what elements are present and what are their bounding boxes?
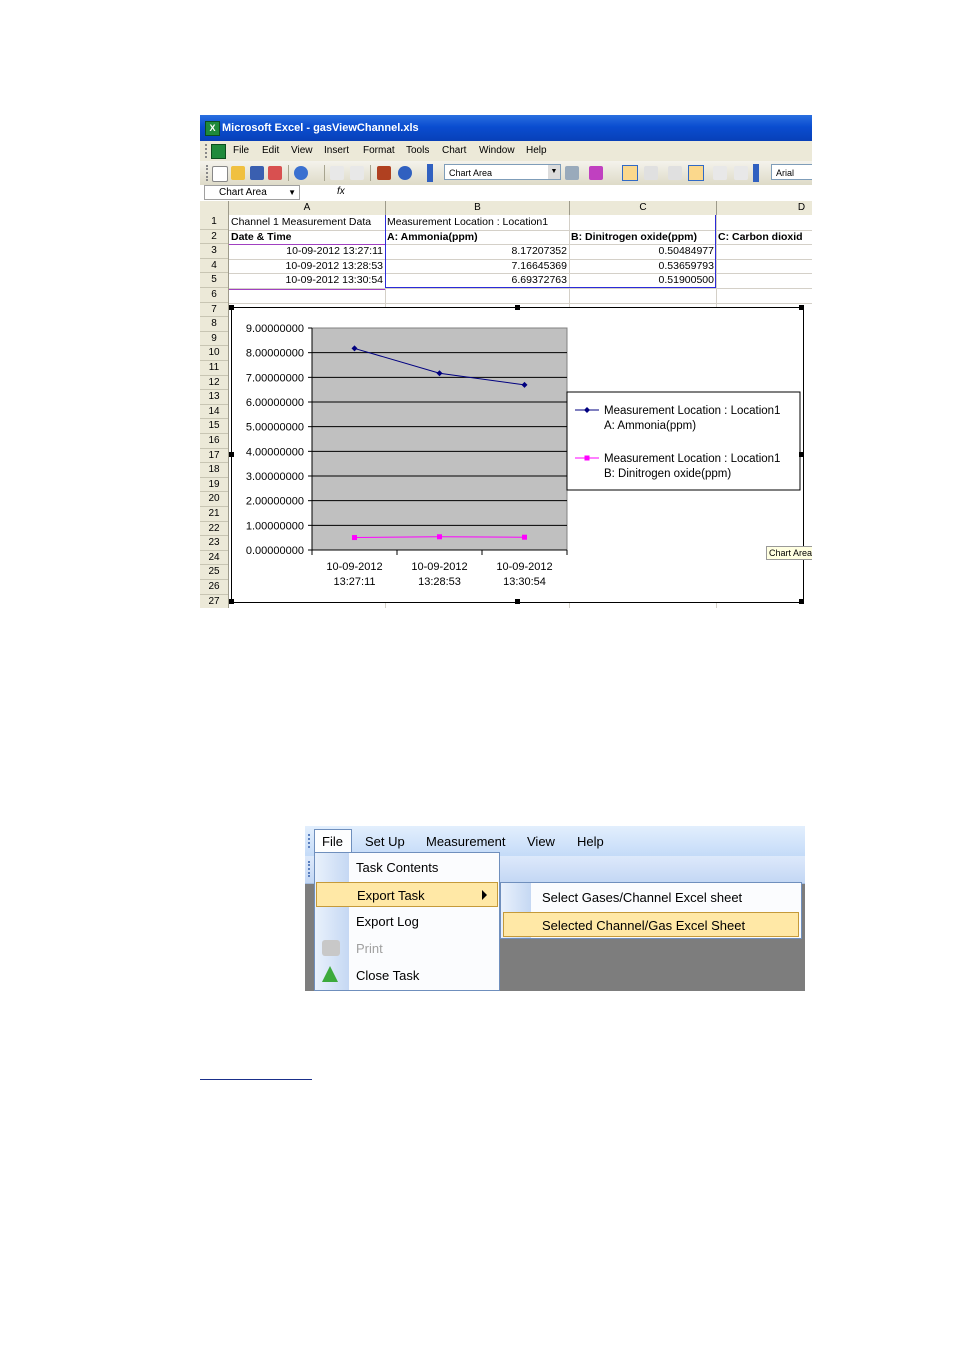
row-header-4[interactable]: 4 (200, 259, 228, 274)
fx-icon[interactable]: fx (337, 186, 345, 197)
legend-label: Measurement Location : Location1 (604, 453, 781, 465)
menu-tools[interactable]: Tools (406, 145, 430, 156)
menu-format[interactable]: Format (363, 145, 395, 156)
row-header-9[interactable]: 9 (200, 332, 228, 347)
menu-view[interactable]: View (291, 145, 313, 156)
column-header-c[interactable]: C (570, 201, 717, 215)
menu-item-print (315, 936, 499, 961)
chart-handle-mr[interactable] (799, 452, 804, 457)
legend-label: A: Ammonia(ppm) (604, 420, 697, 432)
chart-handle-bc[interactable] (515, 599, 520, 604)
column-header-d[interactable]: D (717, 201, 812, 215)
row-header-25[interactable]: 25 (200, 565, 228, 580)
y-tick-label: 2.00000000 (245, 495, 304, 508)
data-point (352, 535, 357, 540)
angle-text-up-icon[interactable] (734, 166, 748, 180)
y-tick-label: 5.00000000 (245, 421, 304, 434)
save-icon[interactable] (250, 166, 264, 180)
angle-text-down-icon[interactable] (713, 166, 727, 180)
menu-grip-icon (308, 834, 312, 848)
row-header-26[interactable]: 26 (200, 580, 228, 595)
menu-item-label: Close Task (356, 968, 420, 983)
chart-handle-tr[interactable] (799, 305, 804, 310)
cell-a1[interactable]: Channel 1 Measurement Data (231, 216, 372, 228)
submenu-arrow-icon (482, 890, 487, 900)
row-header-19[interactable]: 19 (200, 478, 228, 493)
chart-handle-br[interactable] (799, 599, 804, 604)
chart-type-icon[interactable] (589, 166, 603, 180)
help-icon[interactable] (398, 166, 412, 180)
embedded-chart[interactable] (231, 307, 804, 603)
cell-c5[interactable]: 0.51900500 (658, 274, 714, 286)
close-task-icon (322, 966, 338, 982)
menu-item-export-log[interactable] (315, 909, 499, 934)
menu-item-task-contents[interactable] (315, 855, 499, 880)
chevron-down-icon[interactable]: ▼ (548, 165, 560, 179)
cell-b5[interactable]: 6.69372763 (511, 274, 567, 286)
row-header-27[interactable]: 27 (200, 595, 228, 608)
row-header-20[interactable]: 20 (200, 492, 228, 507)
y-tick-label: 7.00000000 (245, 372, 304, 385)
row-header-24[interactable]: 24 (200, 551, 228, 566)
chart-handle-bl[interactable] (229, 599, 234, 604)
x-tick-label: 10-09-2012 (326, 561, 383, 573)
excel-toolbar (200, 161, 812, 186)
row-header-10[interactable]: 10 (200, 346, 228, 361)
menu-item-label: Export Task (357, 888, 425, 903)
workbook-icon[interactable] (211, 144, 226, 159)
select-all-corner[interactable] (200, 201, 229, 215)
cell-a4[interactable]: 10-09-2012 13:28:53 (285, 260, 383, 272)
menu-window[interactable]: Window (479, 145, 515, 156)
chart-svg (232, 308, 803, 602)
excel-window (200, 115, 812, 608)
sort-descending-icon[interactable] (350, 166, 364, 180)
submenu-item-label: Selected Channel/Gas Excel Sheet (542, 918, 746, 933)
y-tick-label: 1.00000000 (245, 520, 304, 533)
row-header-23[interactable]: 23 (200, 536, 228, 551)
font-combo[interactable] (771, 164, 812, 180)
cell-b2[interactable]: A: Ammonia(ppm) (387, 231, 478, 243)
print-preview-icon[interactable] (268, 166, 282, 180)
menu-item-label: Export Log (356, 914, 419, 929)
chevron-down-icon[interactable]: ▼ (288, 188, 296, 197)
link-underline[interactable] (200, 1079, 312, 1080)
chart-objects-combo[interactable] (444, 164, 561, 180)
format-chart-area-icon[interactable] (565, 166, 579, 180)
chart-wizard-icon[interactable] (377, 166, 391, 180)
x-tick-label: 10-09-2012 (496, 561, 553, 573)
formula-bar (200, 185, 812, 202)
app-window (305, 826, 805, 991)
cell-b3[interactable]: 8.17207352 (511, 245, 567, 257)
row-header-12[interactable]: 12 (200, 376, 228, 391)
cell-c2[interactable]: B: Dinitrogen oxide(ppm) (571, 231, 697, 243)
row-header-8[interactable]: 8 (200, 317, 228, 332)
file-dropdown (314, 852, 500, 991)
submenu-item-selected-channel[interactable] (503, 912, 799, 937)
menu-help[interactable]: Help (577, 834, 604, 849)
y-tick-label: 9.00000000 (245, 323, 304, 335)
font-value: Arial (776, 168, 795, 178)
data-point (437, 534, 442, 539)
chart-objects-value: Chart Area (449, 168, 493, 178)
cell-b1[interactable]: Measurement Location : Location1 (387, 216, 549, 228)
cell-d2[interactable]: C: Carbon dioxid (718, 231, 803, 243)
menu-help[interactable]: Help (526, 145, 547, 156)
menu-item-label: Print (356, 941, 383, 956)
legend-label: Measurement Location : Location1 (604, 405, 781, 417)
undo-icon[interactable] (294, 166, 308, 180)
menu-file[interactable]: File (322, 834, 343, 849)
name-box[interactable] (204, 185, 300, 200)
y-tick-label: 0.00000000 (245, 545, 304, 557)
excel-menu-bar (200, 141, 812, 161)
menu-chart[interactable]: Chart (442, 145, 467, 156)
row-header-16[interactable]: 16 (200, 434, 228, 449)
y-tick-label: 3.00000000 (245, 471, 304, 483)
toolstrip-grip-icon (308, 861, 312, 877)
menu-item-export-task[interactable] (316, 882, 498, 907)
row-header-6[interactable]: 6 (200, 288, 228, 303)
row-header-14[interactable]: 14 (200, 405, 228, 420)
menu-item-close-task[interactable] (315, 963, 499, 988)
row-header-2[interactable]: 2 (200, 230, 228, 245)
chart-handle-tc[interactable] (515, 305, 520, 310)
submenu-item-label: Select Gases/Channel Excel sheet (542, 890, 743, 905)
menu-grip-icon (205, 144, 209, 158)
cell-c4[interactable]: 0.53659793 (658, 260, 714, 272)
x-tick-label: 13:28:53 (418, 576, 461, 588)
cell-a2[interactable]: Date & Time (231, 231, 292, 243)
chart-area-tooltip: Chart Area (766, 546, 812, 560)
y-tick-label: 6.00000000 (245, 397, 304, 409)
row-header-7[interactable]: 7 (200, 303, 228, 318)
row-header-22[interactable]: 22 (200, 522, 228, 537)
open-icon[interactable] (231, 166, 245, 180)
cell-a3[interactable]: 10-09-2012 13:27:11 (286, 245, 383, 257)
cell-c3[interactable]: 0.50484977 (658, 245, 714, 257)
row-header-18[interactable]: 18 (200, 463, 228, 478)
by-column-icon[interactable] (688, 165, 704, 181)
menu-insert[interactable]: Insert (324, 145, 350, 156)
menu-view[interactable]: View (527, 834, 555, 849)
x-tick-label: 13:27:11 (333, 576, 376, 588)
excel-title-bar (200, 115, 812, 141)
row-header-17[interactable]: 17 (200, 449, 228, 464)
menu-file[interactable]: File (233, 145, 250, 156)
excel-window-title: Microsoft Excel - gasViewChannel.xls (222, 122, 419, 134)
row-header-3[interactable]: 3 (200, 244, 228, 259)
column-header-b[interactable]: B (386, 201, 570, 215)
data-point (522, 535, 527, 540)
row-header-11[interactable]: 11 (200, 361, 228, 376)
y-tick-label: 8.00000000 (245, 347, 304, 360)
sort-ascending-icon[interactable] (330, 166, 344, 180)
printer-icon (322, 940, 340, 956)
submenu-item-select-gases[interactable] (503, 885, 799, 910)
row-headers (200, 215, 229, 608)
x-tick-label: 10-09-2012 (411, 561, 468, 573)
chart-handle-ml[interactable] (229, 452, 234, 457)
column-header-a[interactable]: A (229, 201, 386, 215)
new-icon[interactable] (212, 166, 228, 182)
menu-setup[interactable]: Set Up (365, 834, 405, 849)
legend-toggle-icon[interactable] (622, 165, 638, 181)
row-header-1[interactable]: 1 (200, 215, 228, 230)
menu-measurement[interactable]: Measurement (426, 834, 506, 849)
row-header-21[interactable]: 21 (200, 507, 228, 522)
by-row-icon[interactable] (668, 166, 682, 180)
cell-a5[interactable]: 10-09-2012 13:30:54 (285, 274, 383, 286)
legend-marker (585, 456, 590, 461)
row-header-5[interactable]: 5 (200, 273, 228, 288)
column-headers (200, 201, 812, 216)
export-task-submenu (500, 882, 802, 939)
y-tick-label: 4.00000000 (245, 446, 304, 459)
name-box-value: Chart Area (219, 187, 267, 198)
row-header-15[interactable]: 15 (200, 419, 228, 434)
excel-app-icon: X (205, 121, 220, 136)
cell-b4[interactable]: 7.16645369 (511, 260, 567, 272)
menu-edit[interactable]: Edit (262, 145, 280, 156)
plot-area (312, 328, 567, 550)
menu-item-label: Task Contents (356, 860, 439, 875)
row-header-13[interactable]: 13 (200, 390, 228, 405)
data-table-icon[interactable] (644, 166, 658, 180)
chart-handle-tl[interactable] (229, 305, 234, 310)
x-tick-label: 13:30:54 (503, 576, 546, 588)
legend-label: B: Dinitrogen oxide(ppm) (604, 468, 732, 480)
